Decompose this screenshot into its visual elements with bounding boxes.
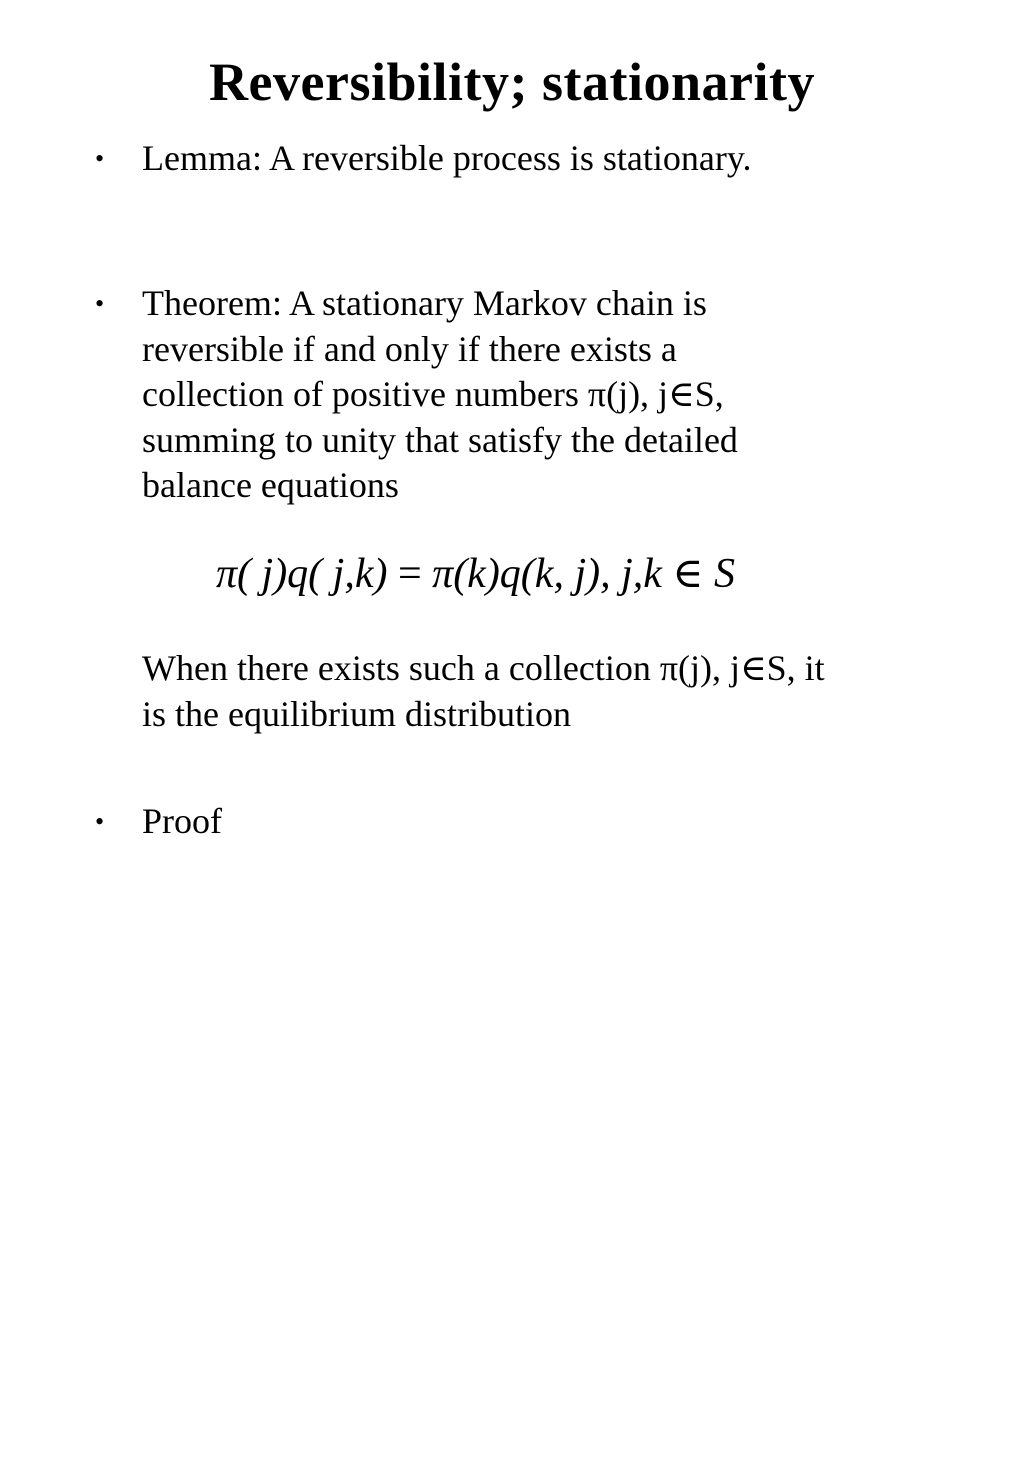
theorem-line: Theorem: A stationary Markov chain is (142, 283, 707, 323)
lemma-line: Lemma: A reversible process is stationary. (142, 138, 752, 178)
bullet-icon: • (95, 144, 105, 173)
theorem-line: collection of positive numbers π(j), j∈S, (142, 374, 724, 414)
equilibrium-line: When there exists such a collection π(j), j∈S, it (142, 648, 825, 688)
theorem-text (142, 281, 972, 509)
lemma-text (142, 136, 972, 182)
theorem-line: summing to unity that satisfy the detailed (142, 419, 738, 460)
bullet-icon: • (95, 807, 105, 836)
balance-equation (216, 548, 735, 600)
equation-rhs: π(k)q(k, j), j,k ∈ S (432, 551, 735, 597)
equilibrium-line: is the equilibrium distribution (142, 694, 571, 734)
equation-lhs: π( j)q( j,k) (216, 551, 388, 597)
proof-text (142, 799, 972, 845)
proof-line: Proof (142, 801, 222, 841)
slide-title: Reversibility; stationarity (209, 52, 815, 112)
theorem-line: balance equations (142, 465, 399, 505)
bullet-icon: • (95, 289, 105, 318)
equilibrium-text (142, 645, 972, 737)
theorem-line: reversible if and only if there exists a (142, 328, 677, 369)
equation-equals: = (387, 551, 433, 597)
